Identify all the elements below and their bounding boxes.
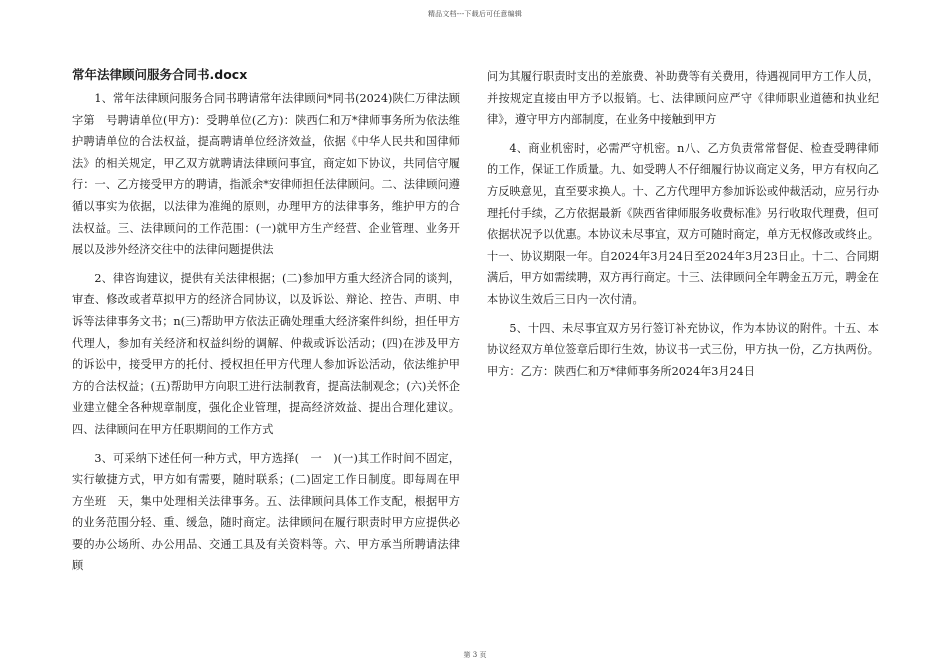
right-column [487, 66, 879, 389]
paragraph-4: 4、商业机密时，必需严守机密。n八、乙方负责常常督促、检查受聘律师的工作，保证工作质量。九、如受聘人不仔细履行协议商定义务，甲方有权向乙方反映意见，直至要求换人。十、乙方代理甲方参加诉讼或仲裁活动，应另行办理托付手续，乙方依据最新《陕西省律师服务收费标准》另行收取代理费，但可依据状况予以优惠。本协议未尽事宜，双方可随时商定，单方无权修改或终止。十一、协议期限一年。自2024年3月24日至2024年3月23日止。十二、合同期满后，甲方如需续聘，双方再行商定。十三、法律顾问全年聘金五万元，聘金在本协议生效后三日内一次付清。 [487, 141, 879, 306]
document-title: 常年法律顾问服务合同书.docx [72, 67, 248, 82]
left-column [72, 66, 460, 584]
page-header: 精品文档---下载后可任意编辑 [427, 10, 523, 18]
paragraph-2: 2、律咨询建议，提供有关法律根据；(二)参加甲方重大经济合同的谈判，审查、修改或者草拟甲方的经济合同协议，以及诉讼、辩论、控告、声明、申诉等法律事务文书；n(三)帮助甲方依法正确处理重大经济案件纠纷，担任甲方代理人，参加有关经济和权益纠纷的调解、仲裁或诉讼活动；(四)在涉及甲方的诉讼中，接受甲方的托付、授权担任甲方代理人参加诉讼活动，依法维护甲方的合法权益；(五)帮助甲方向职工进行法制教育，提高法制观念；(六)关怀企业建立健全各种规章制度，强化企业管理，提高经济效益、提出合理化建议。四、法律顾问在甲方任职期间的工作方式 [72, 271, 460, 436]
paragraph-3: 3、可采纳下述任何一种方式，甲方选择( 一 )(一)其工作时间不固定，实行敏捷方式，甲方如有需要，随时联系；(二)固定工作日制度。即每周在甲方坐班 天，集中处理相关法律事务。五、法律顾问具体工作支配，根据甲方的业务范围分轻、重、缓急，随时商定。法律顾问在履行职责时甲方应提供必要的办公场所、办公用品、交通工具及有关资料等。六、甲方承当所聘请法律顾 [72, 451, 460, 573]
paragraph-1: 1、常年法律顾问服务合同书聘请常年法律顾问*同书(2024)陕仁万律法顾字第 号聘请单位(甲方)：受聘单位(乙方)：陕西仁和万*律师事务所为依法维护聘请单位的合法权益，提高聘请单位经济效益，依据《中华人民共和国律师法》的相关规定，甲乙双方就聘请法律顾问事宜，商定如下协议，共同信守履行：一、乙方接受甲方的聘请，指派余*安律师担任法律顾问。二、法律顾问遵循以事实为依据，以法律为准绳的原则，办理甲方的法律事务，维护甲方的合法权益。三、法律顾问的工作范围：(一)就甲方生产经营、企业管理、业务开展以及涉外经济交往中的法律问题提供法 [72, 92, 460, 257]
page-number: 第 3 页 [463, 651, 487, 659]
paragraph-3-continued: 问为其履行职责时支出的差旅费、补助费等有关费用，待遇视同甲方工作人员，并按规定直接由甲方予以报销。七、法律顾问应严守《律师职业道德和执业纪律》，遵守甲方内部制度，在业务中接触到甲方 [487, 70, 879, 127]
paragraph-5: 5、十四、未尽事宜双方另行签订补充协议，作为本协议的附件。十五、本协议经双方单位签章后即行生效，协议书一式三份，甲方执一份，乙方执两份。甲方：乙方：陕西仁和万*律师事务所2024年3月24日 [487, 321, 879, 378]
